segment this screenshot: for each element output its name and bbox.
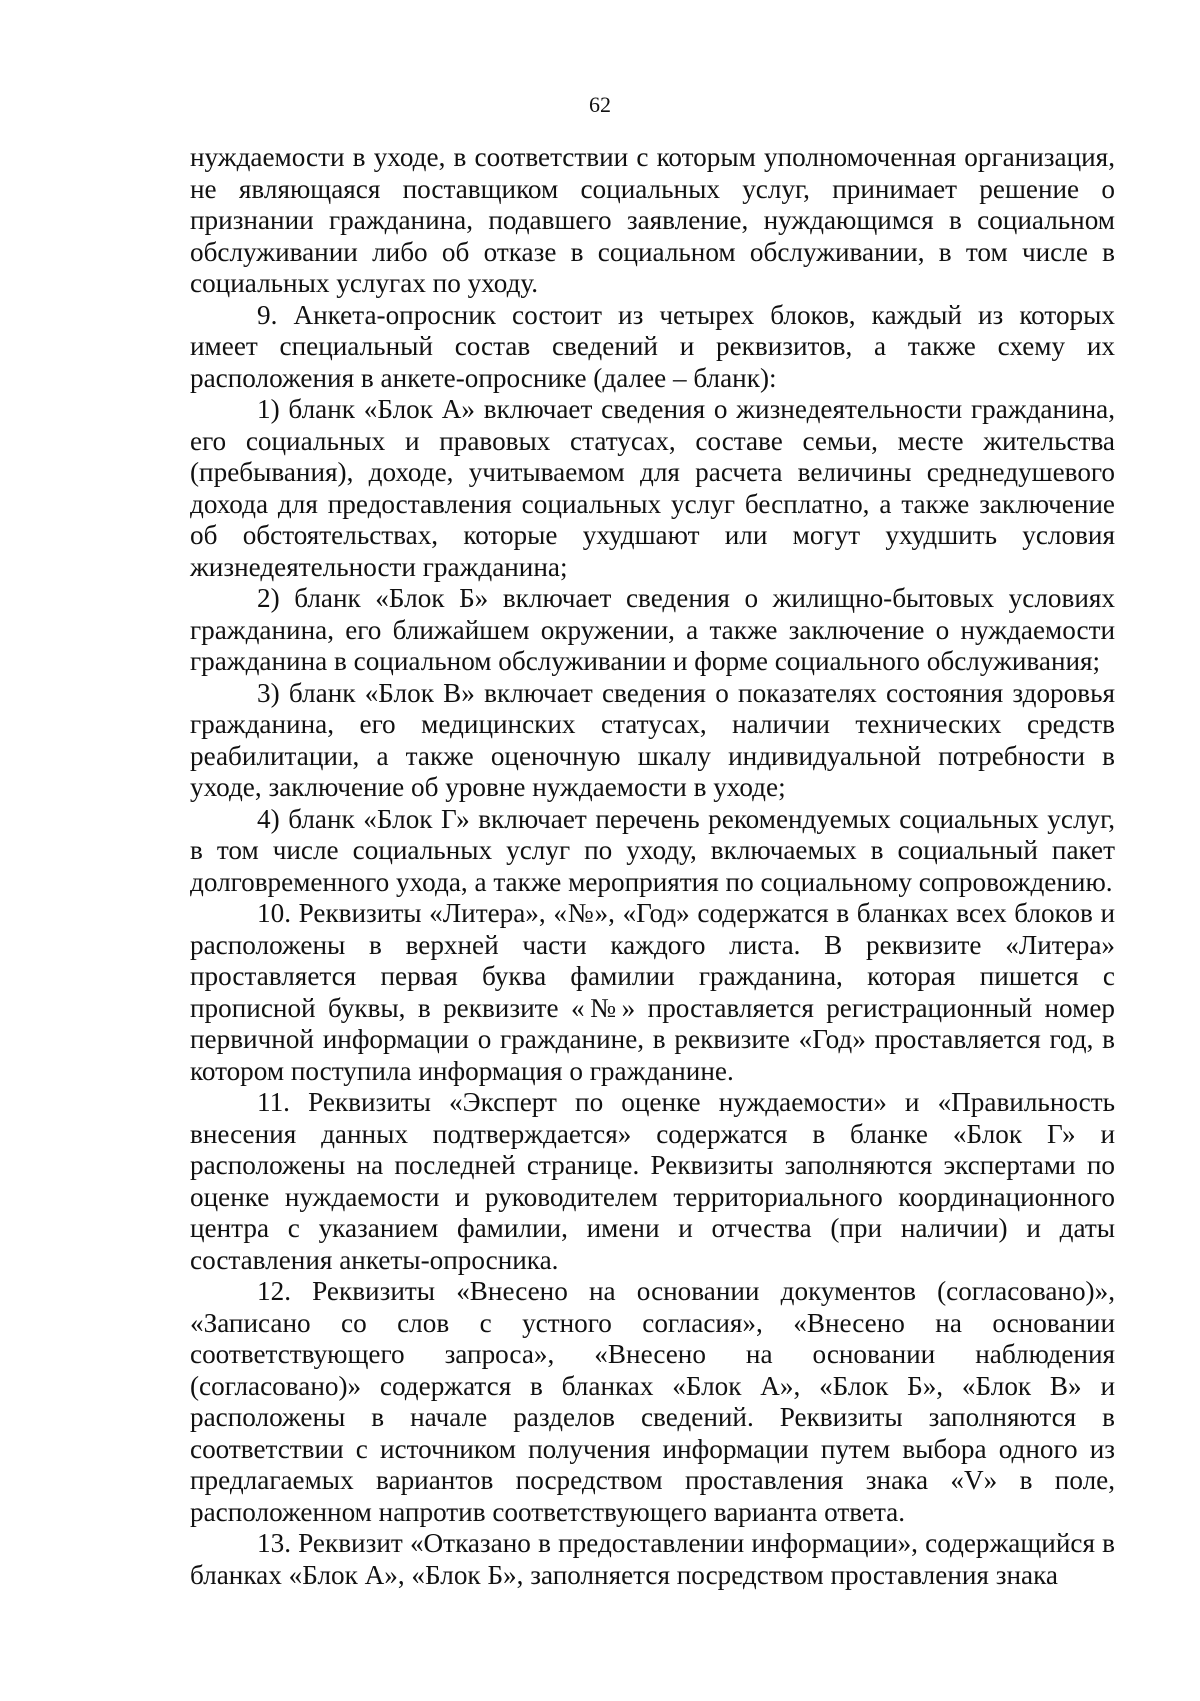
paragraph-13: 13. Реквизит «Отказано в предоставлении информации», содержащийся в бланках «Блок А», «Блок Б», заполняется посредством проставления знака [190, 1528, 1115, 1590]
paragraph-12: 12. Реквизиты «Внесено на основании документов (согласовано)», «Записано со слов с устного согласия», «Внесено на основании соответствующего запроса», «Внесено на основании наблюдения (согласовано)» содержатся в бланках «Блок А», «Блок Б», «Блок В» и расположены в начале разделов сведений. Реквизиты заполняются в соответствии с источником получения информации путем выбора одного из предлагаемых вариантов посредством проставления знака «V» в поле, расположенном напротив соответствующего варианта ответа. [190, 1276, 1115, 1527]
list-item-block-g: 4) бланк «Блок Г» включает перечень рекомендуемых социальных услуг, в том числе социальных услуг по уходу, включаемых в социальный пакет долговременного ухода, а также мероприятия по социальному сопровождению. [190, 803, 1115, 897]
document-body [190, 142, 1115, 1591]
page-number: 62 [589, 92, 611, 117]
paragraph-9: 9. Анкета-опросник состоит из четырех блоков, каждый из которых имеет специальный состав сведений и реквизитов, а также схему их расположения в анкете-опроснике (далее – бланк): [190, 299, 1115, 393]
paragraph-continuation: нуждаемости в уходе, в соответствии с которым уполномоченная организация, не являющаяся поставщиком социальных услуг, принимает решение о признании гражданина, подавшего заявление, нуждающимся в социальном обслуживании либо об отказе в социальном обслуживании, в том числе в социальных услугах по уходу. [190, 142, 1115, 298]
list-item-block-a: 1) бланк «Блок А» включает сведения о жизнедеятельности гражданина, его социальных и правовых статусах, составе семьи, месте жительства (пребывания), доходе, учитываемом для расчета величины среднедушевого дохода для предоставления социальных услуг бесплатно, а также заключение об обстоятельствах, которые ухудшают или могут ухудшить условия жизнедеятельности гражданина; [190, 394, 1115, 582]
list-item-block-b: 2) бланк «Блок Б» включает сведения о жилищно-бытовых условиях гражданина, его ближайшем окружении, а также заключение о нуждаемости гражданина в социальном обслуживании и форме социального обслуживания; [190, 583, 1115, 676]
paragraph-11: 11. Реквизиты «Эксперт по оценке нуждаемости» и «Правильность внесения данных подтверждается» содержатся в бланке «Блок Г» и расположены на последней странице. Реквизиты заполняются экспертами по оценке нуждаемости и руководителем территориального координационного центра с указанием фамилии, имени и отчества (при наличии) и даты составления анкеты-опросника. [190, 1087, 1115, 1275]
paragraph-10: 10. Реквизиты «Литера», «№», «Год» содержатся в бланках всех блоков и расположены в верхней части каждого листа. В реквизите «Литера» проставляется первая буква фамилии гражданина, которая пишется с прописной буквы, в реквизите «№» проставляется регистрационный номер первичной информации о гражданине, в реквизите «Год» проставляется год, в котором поступила информация о гражданине. [190, 898, 1115, 1086]
list-item-block-v: 3) бланк «Блок В» включает сведения о показателях состояния здоровья гражданина, его медицинских статусах, наличии технических средств реабилитации, а также оценочную шкалу индивидуальной потребности в уходе, заключение об уровне нуждаемости в уходе; [190, 677, 1115, 802]
